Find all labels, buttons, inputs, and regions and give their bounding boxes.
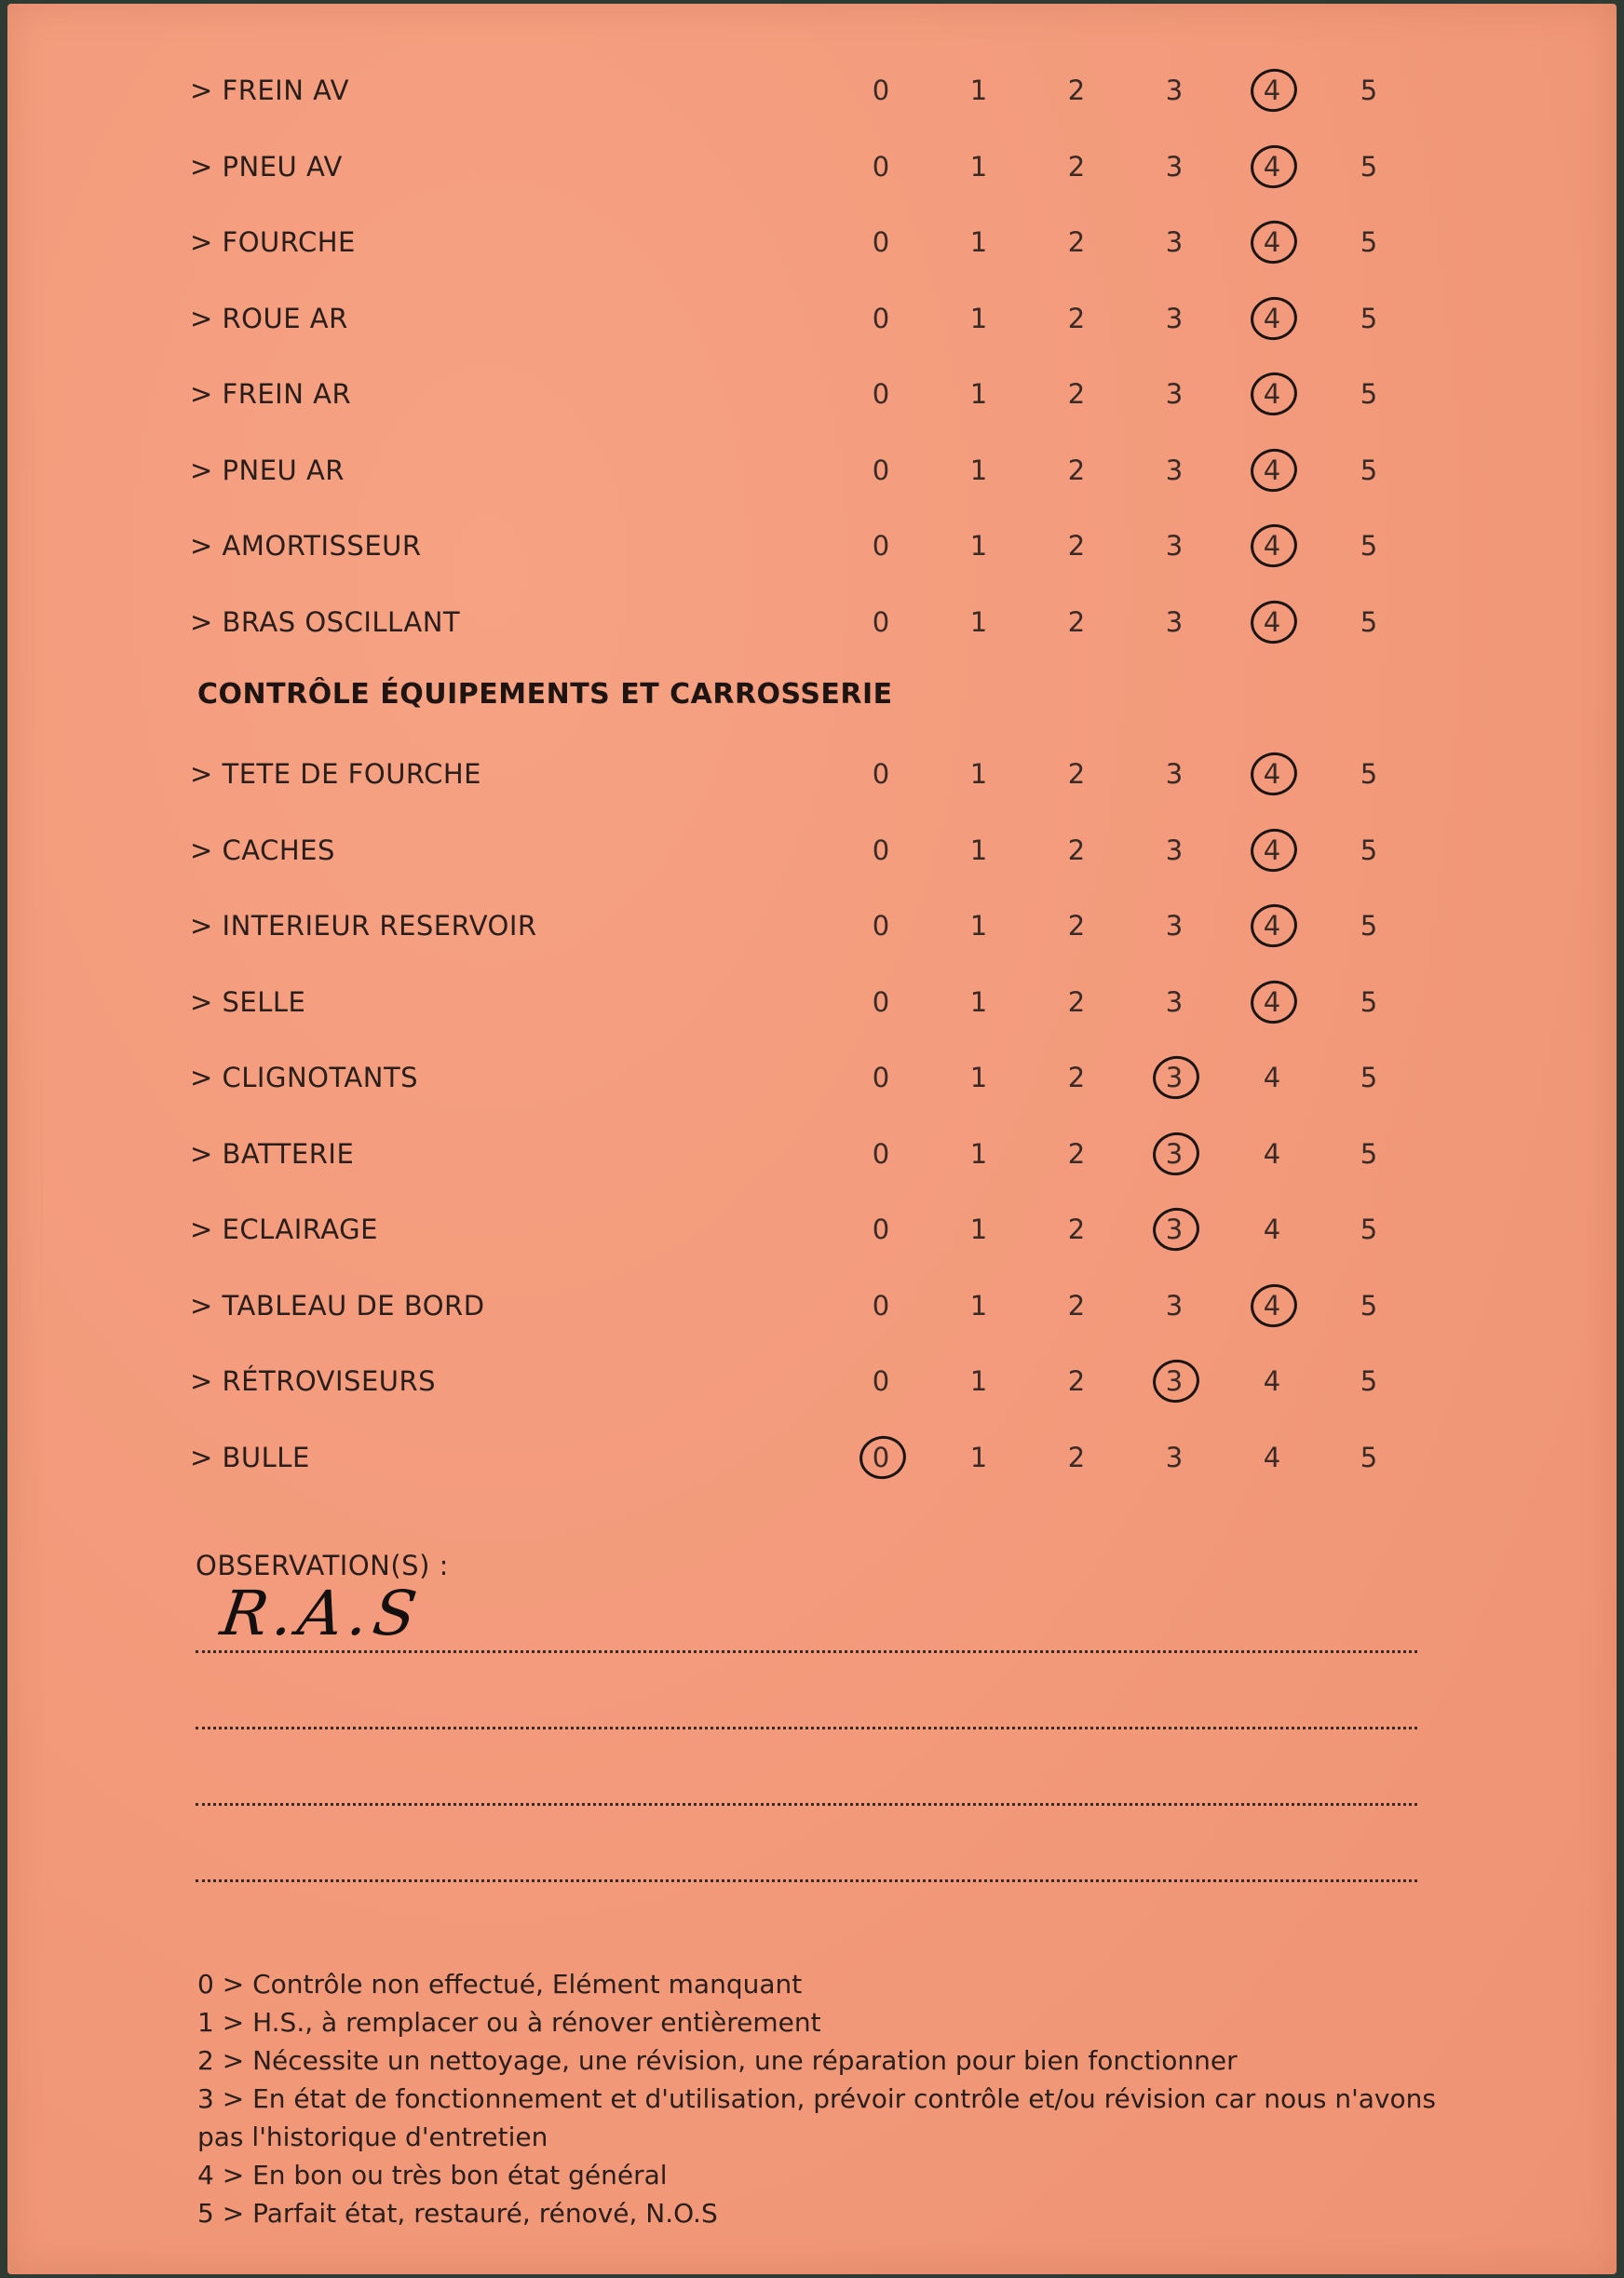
rating-row-label: > BATTERIE (190, 1137, 355, 1170)
rating-option-1[interactable]: 1 (969, 1365, 988, 1397)
rating-row (7, 369, 1617, 425)
legend-item: 5 > Parfait état, restauré, rénové, N.O.S (197, 2198, 718, 2229)
rating-option-3[interactable]: 3 (1165, 605, 1184, 638)
rating-option-3[interactable]: 3 (1165, 1289, 1184, 1322)
rating-option-3[interactable]: 3 (1165, 910, 1184, 942)
rating-option-2[interactable]: 2 (1067, 150, 1086, 183)
rating-row-label: > ROUE AR (190, 302, 348, 334)
rating-option-4[interactable]: 4 (1253, 75, 1291, 106)
rating-option-0[interactable]: 0 (872, 834, 890, 866)
rating-option-5[interactable]: 5 (1360, 454, 1378, 486)
rating-option-4[interactable]: 4 (1253, 834, 1291, 866)
rating-option-1[interactable]: 1 (969, 378, 988, 410)
rating-option-0[interactable]: 0 (872, 75, 890, 106)
rating-row (7, 1052, 1617, 1108)
rating-option-1[interactable]: 1 (969, 758, 988, 790)
rating-option-0[interactable]: 0 (872, 1062, 890, 1093)
rating-option-0[interactable]: 0 (872, 1137, 890, 1170)
rating-option-2[interactable]: 2 (1067, 1441, 1086, 1473)
rating-option-2[interactable]: 2 (1067, 758, 1086, 790)
rating-option-5[interactable]: 5 (1360, 834, 1378, 866)
observation-line[interactable] (196, 1650, 1417, 1653)
rating-option-3[interactable]: 3 (1156, 1138, 1193, 1170)
rating-option-4[interactable]: 4 (1253, 530, 1291, 562)
rating-row-label: > AMORTISSEUR (190, 530, 422, 562)
rating-option-4[interactable]: 4 (1263, 1365, 1281, 1397)
rating-option-1[interactable]: 1 (969, 1289, 988, 1322)
rating-row (7, 1204, 1617, 1260)
rating-option-5[interactable]: 5 (1360, 758, 1378, 790)
rating-row (7, 65, 1617, 121)
rating-option-1[interactable]: 1 (969, 834, 988, 866)
rating-option-3[interactable]: 3 (1156, 1062, 1193, 1093)
rating-option-1[interactable]: 1 (969, 1137, 988, 1170)
rating-option-1[interactable]: 1 (969, 150, 988, 183)
rating-row (7, 1432, 1617, 1488)
rating-option-4[interactable]: 4 (1263, 1441, 1281, 1473)
rating-option-0[interactable]: 0 (872, 910, 890, 942)
rating-row-label: > ECLAIRAGE (190, 1214, 378, 1245)
rating-option-1[interactable]: 1 (969, 985, 988, 1018)
rating-option-5[interactable]: 5 (1360, 530, 1378, 562)
section-title: CONTRÔLE ÉQUIPEMENTS ET CARROSSERIE (197, 678, 893, 711)
rating-option-5[interactable]: 5 (1360, 378, 1378, 410)
rating-row-label: > FOURCHE (190, 226, 356, 258)
rating-option-0[interactable]: 0 (872, 985, 890, 1018)
rating-row (7, 1281, 1617, 1336)
rating-option-5[interactable]: 5 (1360, 302, 1378, 334)
rating-option-3[interactable]: 3 (1156, 1214, 1193, 1245)
rating-option-0[interactable]: 0 (872, 454, 890, 486)
rating-option-2[interactable]: 2 (1067, 985, 1086, 1018)
rating-row (7, 825, 1617, 881)
rating-option-3[interactable]: 3 (1165, 302, 1184, 334)
rating-row-label: > BRAS OSCILLANT (190, 605, 461, 638)
rating-option-5[interactable]: 5 (1360, 1365, 1378, 1397)
rating-option-4[interactable]: 4 (1253, 226, 1291, 258)
rating-option-0[interactable]: 0 (862, 1442, 900, 1473)
rating-option-2[interactable]: 2 (1067, 834, 1086, 866)
rating-option-2[interactable]: 2 (1067, 302, 1086, 334)
rating-option-0[interactable]: 0 (872, 1214, 890, 1245)
rating-option-3[interactable]: 3 (1156, 1365, 1193, 1397)
rating-option-2[interactable]: 2 (1067, 1365, 1086, 1397)
rating-option-0[interactable]: 0 (872, 605, 890, 638)
rating-option-2[interactable]: 2 (1067, 1289, 1086, 1322)
rating-option-5[interactable]: 5 (1360, 1289, 1378, 1322)
rating-option-2[interactable]: 2 (1067, 910, 1086, 942)
rating-option-4[interactable]: 4 (1253, 606, 1291, 638)
rating-option-3[interactable]: 3 (1165, 530, 1184, 562)
rating-option-5[interactable]: 5 (1360, 1137, 1378, 1170)
rating-option-3[interactable]: 3 (1165, 226, 1184, 258)
legend-item: 3 > En état de fonctionnement et d'utilisation, prévoir contrôle et/ou révision car nous n'avons pas l'historique d'entretien (197, 2083, 1436, 2152)
rating-option-5[interactable]: 5 (1360, 75, 1378, 106)
rating-option-1[interactable]: 1 (969, 302, 988, 334)
rating-option-1[interactable]: 1 (969, 1214, 988, 1245)
rating-row-label: > RÉTROVISEURS (190, 1365, 437, 1397)
rating-option-5[interactable]: 5 (1360, 226, 1378, 258)
rating-option-3[interactable]: 3 (1165, 1441, 1184, 1473)
rating-option-1[interactable]: 1 (969, 226, 988, 258)
rating-option-4[interactable]: 4 (1253, 986, 1291, 1018)
rating-option-1[interactable]: 1 (969, 1441, 988, 1473)
observation-line[interactable] (196, 1803, 1417, 1806)
legend-item: 0 > Contrôle non effectué, Elément manquant (197, 1969, 803, 2000)
rating-option-2[interactable]: 2 (1067, 1214, 1086, 1245)
rating-option-1[interactable]: 1 (969, 1062, 988, 1093)
rating-option-1[interactable]: 1 (969, 454, 988, 486)
rating-option-5[interactable]: 5 (1360, 910, 1378, 942)
rating-option-4[interactable]: 4 (1253, 378, 1291, 410)
rating-option-2[interactable]: 2 (1067, 530, 1086, 562)
rating-row (7, 142, 1617, 197)
rating-option-5[interactable]: 5 (1360, 605, 1378, 638)
rating-option-4[interactable]: 4 (1263, 1214, 1281, 1245)
rating-option-3[interactable]: 3 (1165, 758, 1184, 790)
rating-option-5[interactable]: 5 (1360, 150, 1378, 183)
observations-handwritten: R.A.S (216, 1578, 426, 1649)
rating-row-label: > PNEU AR (190, 454, 345, 486)
rating-option-5[interactable]: 5 (1360, 985, 1378, 1018)
rating-row (7, 901, 1617, 956)
rating-option-4[interactable]: 4 (1253, 303, 1291, 334)
rating-row-label: > BULLE (190, 1441, 310, 1473)
rating-option-4[interactable]: 4 (1263, 1137, 1281, 1170)
rating-option-2[interactable]: 2 (1067, 605, 1086, 638)
rating-row (7, 597, 1617, 653)
rating-option-4[interactable]: 4 (1253, 1290, 1291, 1322)
rating-option-5[interactable]: 5 (1360, 1214, 1378, 1245)
rating-option-5[interactable]: 5 (1360, 1062, 1378, 1093)
observation-line[interactable] (196, 1727, 1417, 1729)
inspection-form-sheet (7, 4, 1617, 2274)
rating-option-3[interactable]: 3 (1165, 75, 1184, 106)
rating-row-label: > CLIGNOTANTS (190, 1062, 419, 1093)
rating-row (7, 521, 1617, 576)
rating-option-4[interactable]: 4 (1253, 758, 1291, 790)
rating-legend (197, 1965, 1445, 2232)
rating-option-0[interactable]: 0 (872, 378, 890, 410)
rating-row (7, 1356, 1617, 1412)
rating-option-0[interactable]: 0 (872, 1365, 890, 1397)
rating-option-3[interactable]: 3 (1165, 834, 1184, 866)
rating-option-2[interactable]: 2 (1067, 1062, 1086, 1093)
rating-option-3[interactable]: 3 (1165, 378, 1184, 410)
rating-row-label: > FREIN AV (190, 75, 349, 106)
rating-row-label: > SELLE (190, 985, 306, 1018)
rating-option-0[interactable]: 0 (872, 758, 890, 790)
rating-row-label: > CACHES (190, 834, 335, 866)
rating-option-0[interactable]: 0 (872, 530, 890, 562)
legend-item: 1 > H.S., à remplacer ou à rénover entièrement (197, 2007, 821, 2038)
legend-item: 4 > En bon ou très bon état général (197, 2160, 668, 2190)
legend-item: 2 > Nécessite un nettoyage, une révision, une réparation pour bien fonctionner (197, 2045, 1238, 2076)
rating-option-2[interactable]: 2 (1067, 75, 1086, 106)
rating-option-3[interactable]: 3 (1165, 150, 1184, 183)
rating-option-0[interactable]: 0 (872, 150, 890, 183)
rating-option-3[interactable]: 3 (1165, 985, 1184, 1018)
rating-row (7, 445, 1617, 501)
rating-row (7, 293, 1617, 349)
rating-option-4[interactable]: 4 (1253, 151, 1291, 183)
rating-option-1[interactable]: 1 (969, 75, 988, 106)
rating-option-4[interactable]: 4 (1253, 910, 1291, 942)
rating-row (7, 1129, 1617, 1185)
rating-row (7, 217, 1617, 273)
rating-option-2[interactable]: 2 (1067, 1137, 1086, 1170)
rating-option-2[interactable]: 2 (1067, 226, 1086, 258)
rating-option-4[interactable]: 4 (1253, 454, 1291, 486)
rating-row-label: > TETE DE FOURCHE (190, 758, 481, 790)
rating-option-2[interactable]: 2 (1067, 454, 1086, 486)
rating-row (7, 749, 1617, 805)
rating-row-label: > TABLEAU DE BORD (190, 1289, 485, 1322)
observation-line[interactable] (196, 1879, 1417, 1882)
rating-option-3[interactable]: 3 (1165, 454, 1184, 486)
rating-row-label: > PNEU AV (190, 150, 343, 183)
rating-option-4[interactable]: 4 (1263, 1062, 1281, 1093)
observations-label: OBSERVATION(S) : (196, 1550, 449, 1581)
rating-option-0[interactable]: 0 (872, 1289, 890, 1322)
rating-option-1[interactable]: 1 (969, 605, 988, 638)
rating-row-label: > FREIN AR (190, 378, 352, 410)
rating-row-label: > INTERIEUR RESERVOIR (190, 910, 537, 942)
rating-option-5[interactable]: 5 (1360, 1441, 1378, 1473)
rating-option-0[interactable]: 0 (872, 226, 890, 258)
rating-option-0[interactable]: 0 (872, 302, 890, 334)
rating-option-1[interactable]: 1 (969, 530, 988, 562)
rating-option-2[interactable]: 2 (1067, 378, 1086, 410)
rating-row (7, 977, 1617, 1033)
rating-option-1[interactable]: 1 (969, 910, 988, 942)
